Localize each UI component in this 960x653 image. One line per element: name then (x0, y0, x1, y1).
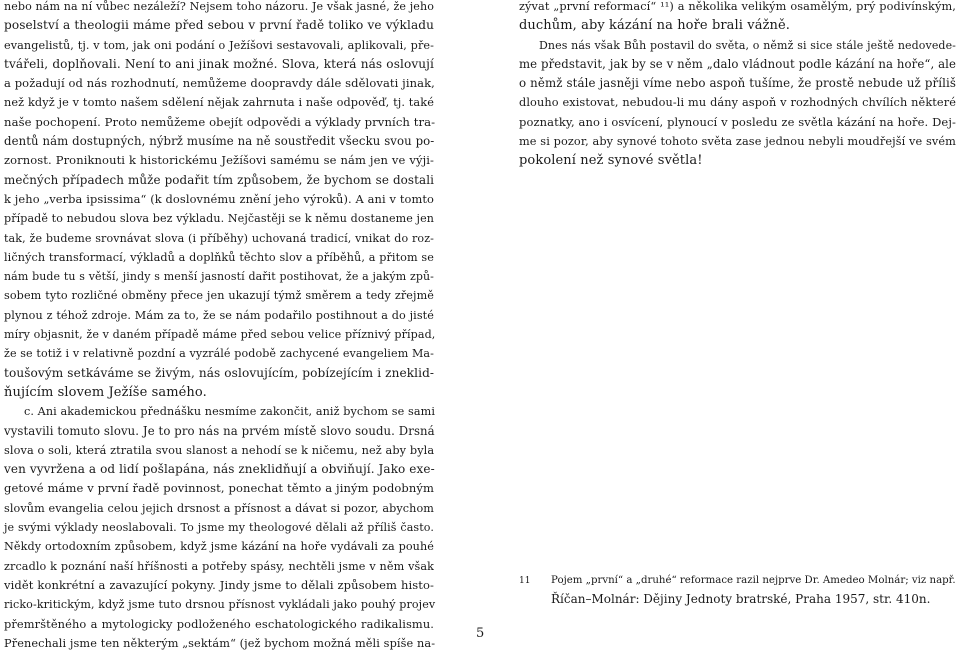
text-line: tvářeli, doplňovali. Není to ani jinak možné. Slova, která nás oslovují (4, 56, 434, 71)
footnote-number: 11 (519, 576, 531, 586)
text-line: zrcadlo k poznání naší hříšnosti a potřeby spásy, nechtěli jsme v něm však (4, 559, 434, 573)
text-line: plynou z téhož zdroje. Mám za to, že se nám podařilo postihnout a do jisté (4, 308, 434, 322)
text-line: je svými výklady neoslabovali. To jsme my theologové dělali až příliš často. (4, 521, 434, 535)
right-text-column (519, 0, 956, 171)
text-line: c. Ani akademickou přednášku nesmíme zakončit, aniž bychom se sami (24, 405, 436, 419)
text-line: k jeho „verba ipsissima“ (k doslovnému znění jeho výroků). A ani v tomto (4, 191, 434, 206)
text-line: mečných případech může podařit tím způsobem, že bychom se dostali (4, 172, 434, 187)
text-line: slova o soli, která ztratila svou slanost a nehodí se k ničemu, než aby byla (4, 443, 435, 457)
text-line: vystavili tomuto slovu. Je to pro nás na prvém místě slovo soudu. Drsná (4, 423, 435, 438)
text-line: duchům, aby kázání na hoře brali vážně. (519, 18, 791, 34)
text-line: pokolení než synové světla! (519, 153, 703, 169)
text-line: Přenechali jsme ten některým „sektám“ (jež bychom možná měli spíše na- (4, 636, 436, 650)
text-line: getové máme v první řadě povinnost, ponechat těmto a jiným podobným (4, 481, 434, 496)
text-line: než když je v tomto našem sdělení nějak zahrnuta i naše odpověď, tj. také (4, 96, 434, 110)
text-line: zornost. Proniknouti k historickému Ježíšovi samému se nám jen ve výji- (4, 153, 434, 168)
text-line: ličných transformací, výkladů a doplňků těchto slov a příběhů, a přitom se (4, 250, 434, 264)
text-line: dlouho existovat, nebudou-li mu dány aspoň v rozhodných chvílích některé (519, 96, 956, 110)
text-line: naše pochopení. Proto nemůžeme obejít odpovědi a výklady prvních tra- (4, 114, 436, 129)
text-line: a požadují od nás rozhodnutí, nemůžeme doopravdy dále sdělovati jinak, (4, 76, 435, 91)
text-line: dentů nám dostupných, nýbrž musíme na ně soustředit všecku svou po- (4, 134, 435, 149)
text-line: zývat „první reformací“ ¹¹) a několika velikým osamělým, prý podivínským, (519, 0, 956, 13)
text-line: nebo nám na ní vůbec nezáleží? Nejsem toho názoru. Je však jasné, že jeho (4, 0, 434, 13)
text-line: míry objasnit, že v daném případě máme před sebou velice příznivý případ, (4, 328, 436, 342)
footnote-line: Říčan–Molnár: Dějiny Jednoty bratrské, Praha 1957, str. 410n. (551, 592, 931, 606)
text-line: vidět konkrétní a zavazující pokyny. Jindy jsme to dělali způsobem histo- (4, 577, 434, 592)
text-line: evangelistů, tj. v tom, jak oni podání o Ježíšovi sestavovali, aplikovali, pře- (4, 38, 434, 52)
footnote (519, 572, 956, 608)
text-line: sobem tyto rozličné obměny přece jen ukazují týmž směrem a tedy zřejmě (4, 289, 434, 303)
left-text-column (4, 0, 434, 653)
footnote-line: Pojem „první“ a „druhé“ reformace razil nejprve Dr. Amedeo Molnár; viz např. (551, 575, 956, 586)
text-line: případě to nebudou slova bez výkladu. Nejčastěji se k němu dostaneme jen (4, 212, 434, 226)
text-line: ven vyvržena a od lidí pošlapána, nás zneklidňují a obviňují. Jako exe- (4, 462, 435, 477)
text-line: ňujícím slovem Ježíše samého. (4, 384, 207, 400)
text-line: nám bude tu s větší, jindy s menší jasností dařit postihovat, že a jakým způ- (4, 270, 434, 284)
text-line: Dnes nás však Bůh postavil do světa, o němž si sice stále ještě nedovede- (539, 38, 956, 52)
text-line: přemrštěného a mytologicky podloženého eschatologického radikalismu. (4, 616, 434, 631)
text-line: poselství a theologii máme před sebou v první řadě toliko ve výkladu (4, 18, 434, 33)
text-line: me představit, jak by se v něm „dalo vládnout podle kázání na hoře“, ale (519, 56, 957, 71)
text-line: že se totiž i v relativně pozdní a vyzrálé podobě zachycené evangeliem Ma- (4, 347, 434, 361)
text-line: poznatky, ano i osvícení, plynoucí v posledu ze světla kázání na hoře. Dej- (519, 114, 956, 129)
text-line: tak, že budeme srovnávat slova (i příběhy) uchovaná tradicí, vnikat do roz- (4, 231, 434, 245)
text-line: Někdy ortodoxním způsobem, když jsme kázání na hoře vydávali za pouhé (4, 540, 434, 554)
text-line: o němž stále jasněji víme nebo aspoň tušíme, že prostě nebude už příliš (519, 76, 956, 91)
text-line: me si pozor, aby synové tohoto světa zase jednou nebyli moudřejší ve svém (519, 135, 956, 149)
text-line: slovům evangelia celou jejich drsnost a přísnost a dávat si pozor, abychom (4, 501, 434, 515)
text-line: ricko-kritickým, když jsme tuto drsnou přísnost vykládali jako pouhý projev (4, 598, 436, 612)
text-line: toušovým setkáváme se živým, nás oslovujícím, pobízejícím i zneklid- (4, 365, 435, 380)
page-number: 5 (476, 626, 485, 641)
